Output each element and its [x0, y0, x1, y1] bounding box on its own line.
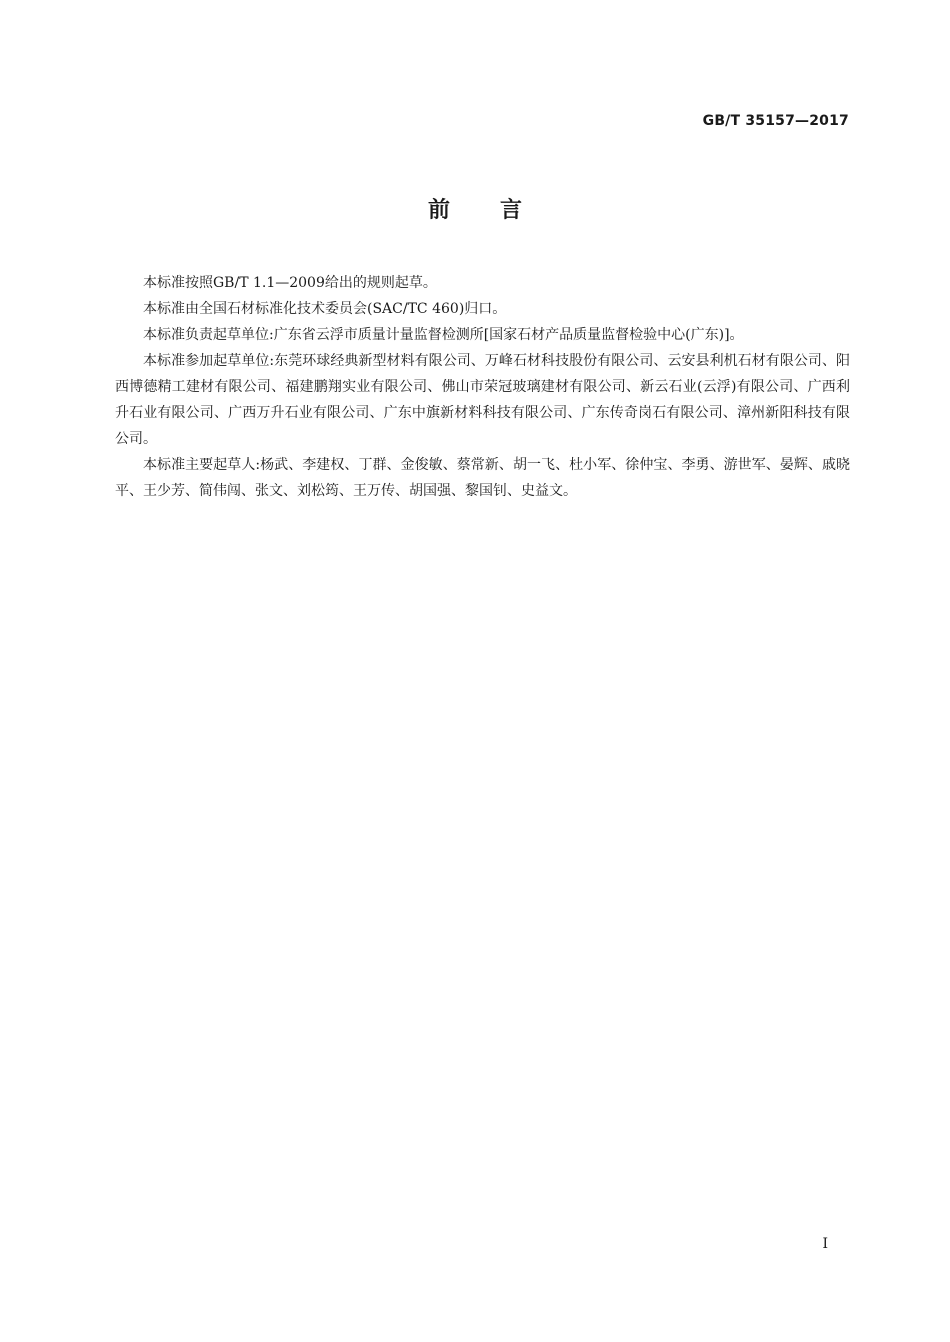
paragraph-main-drafters: 本标准主要起草人:杨武、李建权、丁群、金俊敏、蔡常新、胡一飞、杜小军、徐仲宝、李勇、游世军、晏辉、戚晓平、王少芳、简伟闯、张文、刘松筠、王万传、胡国强、黎国钊、史益文。	[115, 457, 850, 499]
foreword-body	[115, 270, 850, 504]
page-number: I	[822, 1236, 828, 1252]
standard-code: GB/T 35157—2017	[702, 113, 849, 129]
page-title: 前言	[427, 198, 572, 223]
paragraph-responsible-unit: 本标准负责起草单位:广东省云浮市质量计量监督检测所[国家石材产品质量监督检验中心(广东)]。	[143, 327, 744, 343]
paragraph-participating-units: 本标准参加起草单位:东莞环球经典新型材料有限公司、万峰石材科技股份有限公司、云安县利机石材有限公司、阳西博德精工建材有限公司、福建鹏翔实业有限公司、佛山市荣冠玻璃建材有限公司、新云石业(云浮)有限公司、广西利升石业有限公司、广西万升石业有限公司、广东中旗新材料科技有限公司、广东传奇岗石有限公司、漳州新阳科技有限公司。	[115, 353, 850, 447]
paragraph-drafting-rules: 本标准按照GB/T 1.1—2009给出的规则起草。	[143, 275, 437, 291]
paragraph-committee: 本标准由全国石材标准化技术委员会(SAC/TC 460)归口。	[143, 301, 507, 317]
